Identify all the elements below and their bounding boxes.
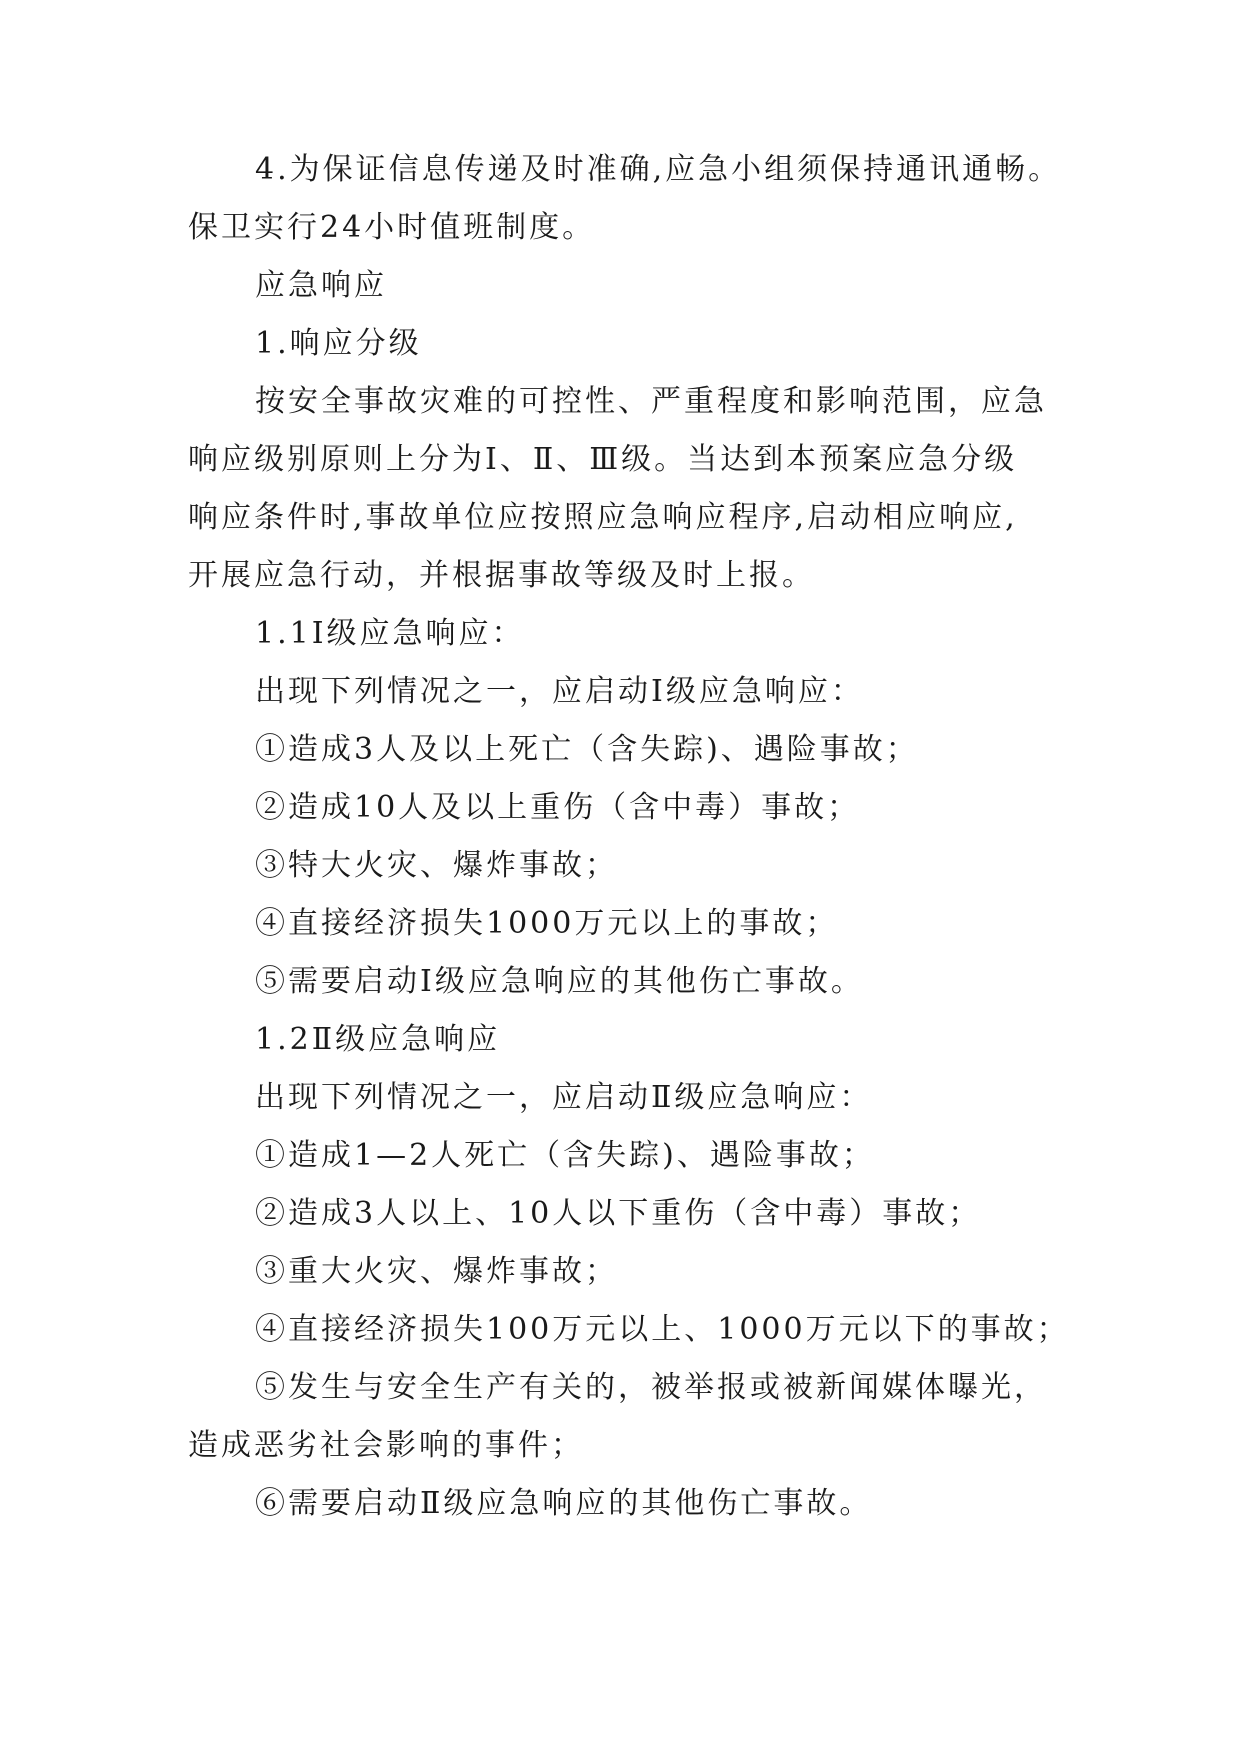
list-item: ②造成10人及以上重伤（含中毒）事故； <box>255 790 861 825</box>
list-item: ⑤需要启动Ⅰ级应急响应的其他伤亡事故。 <box>255 964 864 999</box>
paragraph-line: 4.为保证信息传递及时准确,应急小组须保持通讯通畅。 <box>255 152 1062 187</box>
list-item: ⑤发生与安全生产有关的，被举报或被新闻媒体曝光， <box>255 1370 1047 1405</box>
section-heading: 1.1Ⅰ级应急响应： <box>255 616 525 651</box>
list-item: ①造成1—2人死亡（含失踪)、遇险事故； <box>255 1138 875 1173</box>
list-item: ⑥需要启动Ⅱ级应急响应的其他伤亡事故。 <box>255 1486 873 1521</box>
paragraph-line: 响应条件时,事故单位应按照应急响应程序,启动相应响应, <box>188 500 1018 535</box>
list-item: ④直接经济损失100万元以上、1000万元以下的事故； <box>255 1312 1070 1347</box>
paragraph-line: 响应级别原则上分为Ⅰ、Ⅱ、Ⅲ级。当达到本预案应急分级 <box>188 442 1018 477</box>
list-item: ④直接经济损失1000万元以上的事故； <box>255 906 839 941</box>
list-item-continuation: 造成恶劣社会影响的事件； <box>188 1428 584 1463</box>
paragraph-line: 保卫实行24小时值班制度。 <box>188 210 596 245</box>
paragraph-line: 按安全事故灾难的可控性、严重程度和影响范围，应急 <box>255 384 1047 419</box>
list-item: ③重大火灾、爆炸事故； <box>255 1254 618 1289</box>
paragraph-line: 开展应急行动，并根据事故等级及时上报。 <box>188 558 815 593</box>
section-heading: 应急响应 <box>255 268 387 303</box>
paragraph-line: 出现下列情况之一，应启动Ⅰ级应急响应： <box>255 674 864 709</box>
list-item: ①造成3人及以上死亡（含失踪)、遇险事故； <box>255 732 919 767</box>
section-heading: 1.响应分级 <box>255 326 422 361</box>
list-item: ②造成3人以上、10人以下重伤（含中毒）事故； <box>255 1196 982 1231</box>
list-item: ③特大火灾、爆炸事故； <box>255 848 618 883</box>
section-heading: 1.2Ⅱ级应急响应 <box>255 1022 501 1057</box>
paragraph-line: 出现下列情况之一，应启动Ⅱ级应急响应： <box>255 1080 873 1115</box>
